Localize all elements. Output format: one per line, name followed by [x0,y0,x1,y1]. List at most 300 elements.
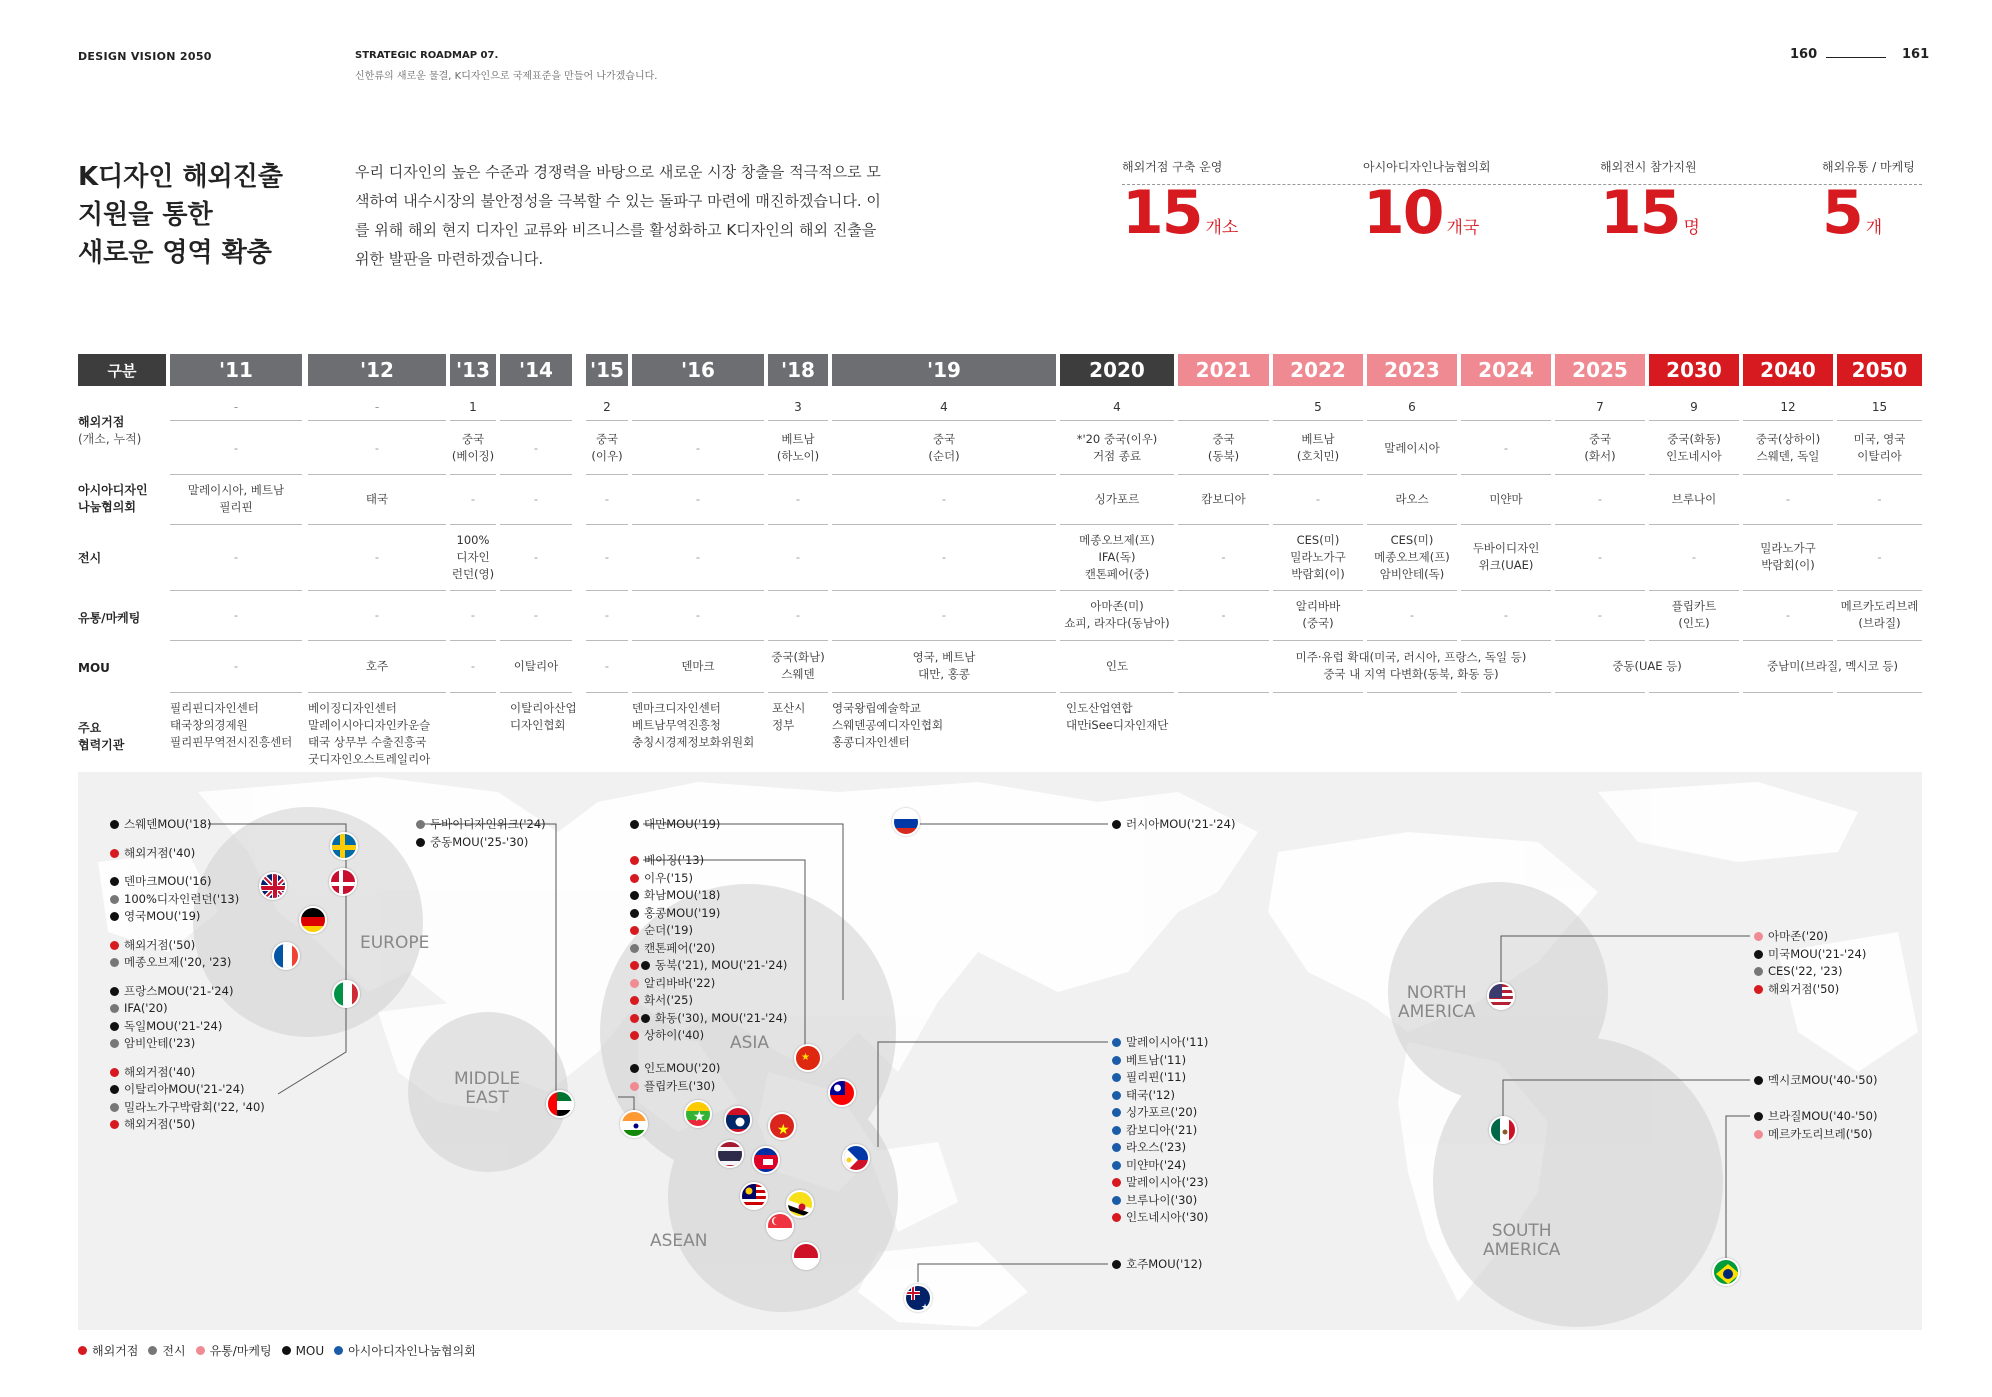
row-divider [500,420,572,421]
roadmap-label: STRATEGIC ROADMAP 07. [355,50,499,61]
row-divider [586,524,628,525]
legend-dot-icon [110,1068,119,1077]
table-cell: *'20 중국(이우) 거점 종료 [1076,432,1158,463]
row-label-base-sub: (개소, 누적) [78,432,142,446]
row-divider [308,640,446,641]
india-flag-icon [620,1110,648,1138]
table-cell: - [1785,607,1791,622]
annotation-item [416,834,546,852]
year-header: '11 [170,354,302,386]
annotation-text: 베트남('11) [1126,1052,1187,1067]
annotation-text: 두바이디자인위크('24) [430,817,546,831]
row-label-marketing: 유통/마케팅 [78,611,141,625]
row-divider [450,420,496,421]
legend-dot-icon [416,838,425,847]
table-cell: 싱가포르 [1094,491,1140,506]
annotation-item [416,816,546,834]
annotation-item [110,983,265,1001]
annotation-text: 미얀마('24) [1126,1157,1187,1172]
usa-flag-icon [1487,982,1515,1010]
row-divider [1555,420,1645,421]
table-cell: 중국(화동) 인도네시아 [1666,432,1722,463]
laos-flag-icon [724,1106,752,1134]
annotation-item [110,1099,265,1117]
table-cell: 영국, 베트남 대만, 홍콩 [912,650,976,681]
table-cell: 이탈리아 [513,658,559,673]
legend-dot-icon [630,979,639,988]
row-divider [832,420,1056,421]
legend-dot-icon [1112,1091,1121,1100]
year-header: '14 [500,354,572,386]
row-divider [450,640,496,641]
legend-dot-icon [641,1014,650,1023]
row-divider [632,640,764,641]
stat-unit: 명 [1683,218,1700,238]
mou-span-middle-east: 중동(UAE 등) [1612,658,1682,673]
row-divider [1367,420,1457,421]
table-cell: - [604,607,610,622]
row-divider [1555,524,1645,525]
legend-dot-icon [1754,932,1763,941]
mou-span-latam: 중남미(브라질, 멕시코 등) [1766,658,1899,673]
annotation-text: 인도MOU('20) [644,1061,721,1075]
annotation-item [1112,1209,1208,1227]
table-cell: - [374,549,380,564]
germany-flag-icon [299,906,327,934]
row-divider [586,640,628,641]
table-cell: - [1877,549,1882,564]
table-cell: - [1503,440,1509,455]
table-cell: - [233,440,239,455]
table-cell: 캄보디아 [1201,491,1246,506]
legend-dot-icon [110,941,119,950]
annotation-item [630,1027,787,1045]
table-cell: 태국 [365,491,389,506]
annotation-item [1112,1256,1202,1274]
region-asean: ASEAN [650,1231,708,1251]
brunei-flag-icon [786,1190,814,1218]
annotation-text: 캄보디아('21) [1126,1122,1198,1137]
legend-dot-icon [630,1031,639,1040]
vietnam-flag-icon [768,1112,796,1140]
annotation-text: 베이징('13) [644,853,705,867]
row-label-mou: MOU [78,661,110,675]
year-header: 2020 [1060,354,1174,386]
stat-label: 해외유통 / 마케팅 [1822,160,1915,174]
table-cell: - [1315,491,1321,506]
row-divider [1273,640,1363,641]
legend-label: 아시아디자인나눔협의회 [348,1344,476,1358]
annotation-item [1112,1034,1208,1052]
legend-dot-icon [1112,1038,1121,1047]
row-divider [500,474,572,475]
annotation-text: 아마존('20) [1768,929,1829,943]
table-cell: - [533,607,539,622]
row-label-asia-council: 아시아디자인 나눔협의회 [78,483,148,514]
annotation-text: 덴마크MOU('16) [124,874,212,888]
stats-divider [1122,184,1922,185]
row-divider [632,590,764,591]
annotation-item [630,1010,787,1028]
legend-dot-icon [110,877,119,886]
russia-flag-icon [892,808,920,836]
year-header: 2021 [1178,354,1269,386]
annotation-text: 상하이('40) [644,1028,705,1042]
thailand-flag-icon [716,1140,744,1168]
row-divider [632,692,764,693]
row-divider [1837,474,1922,475]
annotation-item [630,1060,720,1078]
france-flag-icon [272,942,300,970]
legend-dot-icon [1754,1130,1763,1139]
year-header: '13 [450,354,496,386]
australia-flag-icon [904,1284,932,1312]
annotation-item [1112,816,1235,834]
row-divider [832,474,1056,475]
row-divider [832,524,1056,525]
row-divider [1837,524,1922,525]
stat-overseas-base [1122,158,1239,248]
annotation-item [1754,1126,1877,1144]
table-cell: 인도 [1105,658,1129,673]
annotation-item [110,908,265,926]
row-label-partners: 주요 협력기관 [78,721,125,752]
legend-dot-icon [630,961,639,970]
legend-dot-icon [1112,820,1121,829]
svg-text:★: ★ [921,1303,930,1312]
annotation-item [630,922,787,940]
annotation-text: 100%디자인런던('13) [124,891,240,906]
annotation-text: 스웨덴MOU('18) [124,817,212,831]
table-cell: 메르카도리브레 (브라질) [1840,599,1919,630]
annotation-item [630,1078,720,1096]
row-divider [1367,692,1457,693]
legend-dot-icon [416,820,425,829]
usa-annotations [1754,928,1866,998]
annotation-text: 대만MOU('19) [644,817,721,831]
row-divider [1367,590,1457,591]
row-divider [1178,420,1269,421]
legend-item [282,1342,325,1359]
row-divider [1178,474,1269,475]
legend-dot-icon [1112,1143,1121,1152]
annotation-text: 영국MOU('19) [124,909,201,923]
table-cell: 4 [940,399,948,414]
row-divider [308,692,446,693]
year-header: 2040 [1743,354,1833,386]
table-cell: 아마존(미) 쇼피, 라자다(동남아) [1064,599,1170,630]
year-header: 2022 [1273,354,1363,386]
legend-dot-icon [110,1120,119,1129]
legend-dot-icon [630,909,639,918]
annotation-text: 해외거점('40) [124,1064,196,1079]
stat-value: 5 [1822,178,1862,248]
brazil-annotations [1754,1108,1877,1143]
row-divider [308,420,446,421]
svg-text:★: ★ [801,1052,810,1063]
table-cell: - [374,399,380,414]
row-divider [1461,590,1551,591]
table-cell: - [695,607,701,622]
row-divider [1837,420,1922,421]
row-divider [832,590,1056,591]
table-cell: 베트남 (호치민) [1296,432,1340,463]
table-cell: 5 [1314,399,1322,414]
roadmap-subtitle: 신한류의 새로운 물결, K디자인으로 국제표준을 만들어 나가겠습니다. [355,71,658,82]
table-cell: - [233,658,239,673]
legend-dot-icon [630,1014,639,1023]
legend-dot-icon [1754,985,1763,994]
page-number-divider [1826,57,1886,58]
table-cell: - [233,399,239,414]
partner-list: 이탈리아산업 디자인협회 [510,701,577,732]
region-north-america: NORTH AMERICA [1398,983,1476,1022]
row-divider [1743,474,1833,475]
table-cell: - [1409,607,1415,622]
table-cell: - [695,491,701,506]
legend-dot-icon [630,944,639,953]
table-cell: - [470,607,476,622]
annotation-text: 인도네시아('30) [1126,1210,1209,1224]
legend-dot-icon [1112,1161,1121,1170]
table-cell: 메종오브제(프) IFA(독) 캔톤페어(중) [1079,532,1155,581]
row-divider [1178,524,1269,525]
table-cell: - [604,549,610,564]
table-cell: 브루나이 [1671,491,1717,506]
stat-exhibition [1600,158,1700,248]
annotation-text: 러시아MOU('21-'24) [1126,817,1236,831]
row-divider [1649,474,1739,475]
table-cell: - [1221,607,1226,622]
annotation-text: 중동MOU('25-'30) [430,834,529,849]
table-cell: 덴마크 [681,658,715,673]
row-divider [1555,474,1645,475]
partner-list: 덴마크디자인센터 베트남무역진흥청 충칭시경제정보화위원회 [632,701,755,749]
annotation-item [1754,946,1866,964]
row-divider [170,474,302,475]
annotation-text: 말레이시아('23) [1126,1175,1209,1189]
row-divider [1060,420,1174,421]
row-divider [1367,524,1457,525]
annotation-text: 캔톤페어('20) [644,940,716,955]
world-map [78,772,1922,1330]
cambodia-flag-icon [752,1146,780,1174]
stat-asia-council [1363,158,1491,248]
svg-text:★: ★ [777,1122,790,1138]
row-divider [1837,692,1922,693]
annotation-item [110,1035,265,1053]
annotation-text: 메르카도리브레('50) [1768,1126,1873,1141]
legend-dot-icon [1754,950,1763,959]
annotation-item [1754,928,1866,946]
stat-value: 15 [1600,178,1680,248]
row-divider [832,640,1056,641]
row-divider [1555,590,1645,591]
philippines-flag-icon [842,1144,870,1172]
table-cell: 2 [603,399,611,414]
row-divider [1273,590,1363,591]
row-divider [500,640,572,641]
year-header: '15 [586,354,628,386]
row-divider [1367,640,1457,641]
table-cell: 미얀마 [1489,491,1523,506]
table-cell: 밀라노가구 박람회(이) [1760,541,1816,572]
table-cell: 1 [469,399,477,414]
annotation-text: 호주MOU('12) [1126,1257,1203,1271]
row-divider [768,474,828,475]
year-header: 2030 [1649,354,1739,386]
table-cell: - [470,658,476,673]
legend-dot-icon [110,912,119,921]
table-cell: - [941,607,947,622]
table-cell: - [374,440,380,455]
table-cell: - [941,549,947,564]
table-cell: - [941,491,947,506]
row-divider [1743,640,1833,641]
legend-dot-icon [282,1346,291,1355]
legend-dot-icon [196,1346,205,1355]
asean-annotations [1112,1034,1208,1227]
middle-east-annotations [416,816,546,851]
annotation-item [110,891,265,909]
stat-label: 해외거점 구축 운영 [1122,160,1223,174]
stat-unit: 개국 [1446,218,1480,238]
table-cell: - [1597,607,1603,622]
row-divider [632,524,764,525]
row-divider [1367,474,1457,475]
table-cell: 미국, 영국 이탈리아 [1853,432,1906,463]
legend-dot-icon [641,961,650,970]
doc-title: DESIGN VISION 2050 [78,50,212,63]
row-divider [632,420,764,421]
table-cell: 7 [1596,399,1604,414]
table-cell: - [1597,491,1603,506]
annotation-item [630,975,787,993]
annotation-text: 브라질MOU('40-'50) [1768,1109,1878,1123]
annotation-text: CES('22, '23) [1768,964,1843,978]
table-cell: 호주 [365,658,389,673]
table-cell: 6 [1408,399,1416,414]
legend-item [78,1342,138,1359]
table-cell: 중국(상하이) 스웨덴, 독일 [1755,432,1821,463]
row-divider [586,590,628,591]
annotation-item [110,1116,265,1134]
table-cell: - [533,549,539,564]
row-divider [170,420,302,421]
annotation-item [1754,1108,1877,1126]
table-cell: - [795,491,801,506]
table-cell: - [1691,549,1697,564]
legend-dot-icon [110,1085,119,1094]
table-cell: 중국 (이우) [591,432,623,463]
table-cell: - [795,607,801,622]
indonesia-flag-icon [792,1242,820,1270]
row-divider [1837,640,1922,641]
row-divider [450,692,496,693]
table-cell: 말레이시아 [1384,440,1440,455]
uae-flag-icon [546,1090,574,1118]
annotation-item [630,905,787,923]
row-divider [768,590,828,591]
legend-label: 유통/마케팅 [209,1344,272,1358]
row-divider [1837,590,1922,591]
annotation-text: 홍콩MOU('19) [644,905,721,920]
row-divider [450,474,496,475]
row-divider [1461,474,1551,475]
annotation-text: 이탈리아MOU('21-'24) [124,1082,245,1096]
sweden-flag-icon [330,832,358,860]
legend-dot-icon [334,1346,343,1355]
annotation-text: 해외거점('50) [124,937,196,952]
annotation-item [110,1064,265,1082]
year-header: '18 [768,354,828,386]
row-divider [586,692,628,693]
annotation-item [110,937,265,955]
row-divider [1649,590,1739,591]
row-divider [586,420,628,421]
region-south-america: SOUTH AMERICA [1483,1221,1561,1260]
table-cell: - [604,658,610,673]
year-header: '19 [832,354,1056,386]
table-cell: 12 [1780,399,1796,414]
legend-dot-icon [110,987,119,996]
annotation-item [1754,963,1866,981]
annotation-text: 순더('19) [644,923,693,937]
partner-list: 영국왕립예술학교 스웨덴공예디자인협회 홍콩디자인센터 [832,701,944,749]
row-divider [1555,692,1645,693]
legend-dot-icon [110,1103,119,1112]
annotation-item [1754,1072,1877,1090]
legend-dot-icon [110,1004,119,1013]
legend-dot-icon [630,926,639,935]
table-cell: 100% 디자인 런던(영) [451,532,495,581]
annotation-item [630,887,787,905]
row-divider [1649,524,1739,525]
row-divider [1649,420,1739,421]
table-cell: - [1597,549,1603,564]
legend-label: MOU [295,1343,325,1358]
annotation-text: 동북('21), MOU('21-'24) [655,958,788,972]
annotation-text: 필리핀('11) [1126,1070,1187,1084]
map-connectors [78,772,1922,1330]
legend-dot-icon [630,996,639,1005]
annotation-text: 화남MOU('18) [644,888,721,902]
row-divider [450,590,496,591]
table-cell: - [233,607,239,622]
row-divider [308,474,446,475]
annotation-text: 싱가포르('20) [1126,1105,1198,1119]
legend-dot-icon [148,1346,157,1355]
annotation-item [110,873,265,891]
row-divider [1743,524,1833,525]
annotation-text: 메종오브제('20, '23) [124,955,232,969]
row-divider [1743,590,1833,591]
table-cell: 4 [1113,399,1121,414]
legend-dot-icon [110,1039,119,1048]
row-divider [500,590,572,591]
table-cell: - [470,491,476,506]
table-cell: - [233,549,239,564]
table-cell: 3 [794,399,802,414]
taiwan-annotations [630,816,720,834]
annotation-item [1112,1069,1208,1087]
legend-dot-icon [110,895,119,904]
legend-dot-icon [1112,1196,1121,1205]
row-divider [832,692,1056,693]
annotation-item [110,954,265,972]
annotation-text: 플립카트('30) [644,1078,716,1093]
table-cell: CES(미) 메종오브제(프) 암비안테(독) [1374,532,1450,581]
